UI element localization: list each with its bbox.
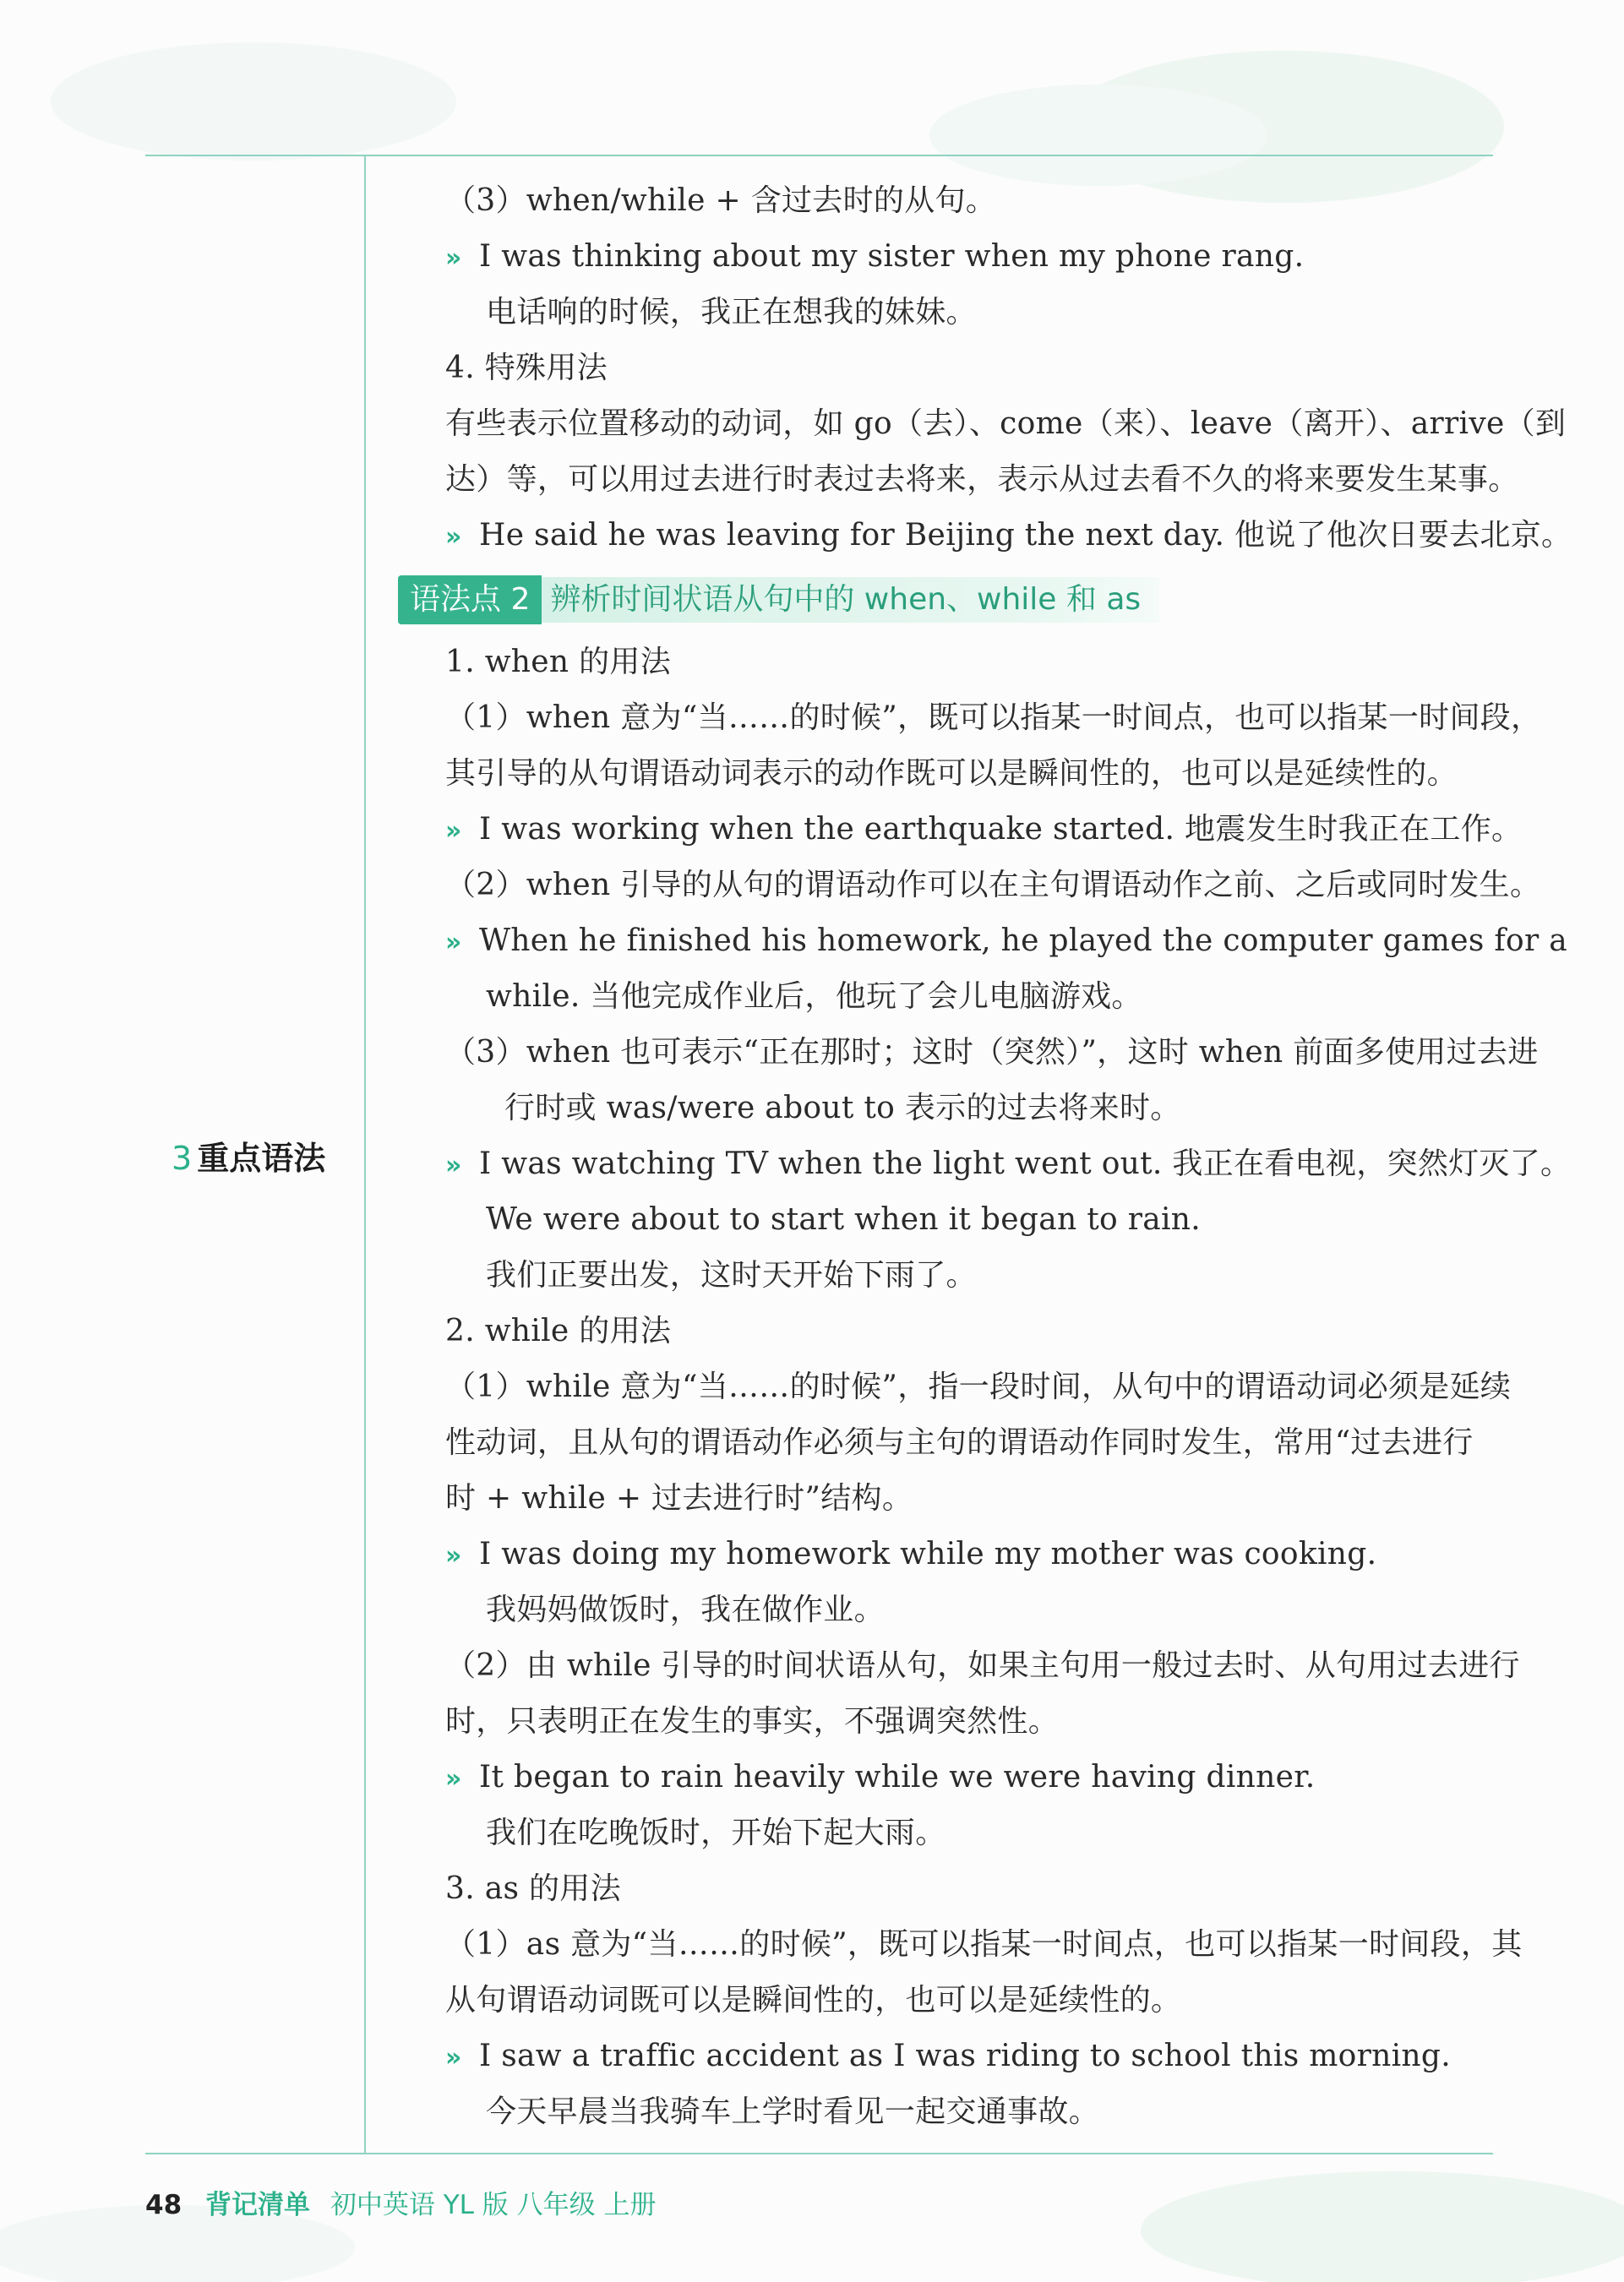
example-text: It began to rain heavily while we were having dinner. xyxy=(479,1760,1316,1795)
example-sentence xyxy=(445,1750,1497,1805)
example-text: When he finished his homework, he played the computer games for a xyxy=(479,923,1567,958)
example-marker-icon: » xyxy=(445,816,462,846)
example-translation: 我们正要出发，这时天开始下雨了。 xyxy=(486,1258,977,1293)
example-marker-icon: » xyxy=(445,2043,462,2072)
text-line: 4. 特殊用法 xyxy=(445,351,608,385)
text-line: 3. as 的用法 xyxy=(445,1871,621,1906)
example-translation: 我们在吃晚饭时，开始下起大雨。 xyxy=(486,1816,946,1850)
example-marker-icon: » xyxy=(445,1764,462,1794)
section-title: 重点语法 xyxy=(197,1140,326,1177)
example-text: I was doing my homework while my mother was cooking. xyxy=(479,1537,1377,1571)
example-sentence xyxy=(445,229,1497,285)
section-heading xyxy=(172,1132,325,1179)
text-line: （1）when 意为“当……的时候”，既可以指某一时间点，也可以指某一时间段， xyxy=(445,700,1542,735)
example-translation: 今天早晨当我骑车上学时看见一起交通事故。 xyxy=(486,2094,1100,2129)
text-line: 其引导的从句谓语动词表示的动作既可以是瞬间性的，也可以是延续性的。 xyxy=(445,756,1458,791)
text-line: 2. while 的用法 xyxy=(445,1314,672,1348)
footer-brand: 背记清单 xyxy=(205,2190,310,2220)
text-line: （3）when/while + 含过去时的从句。 xyxy=(445,183,997,218)
example-translation: We were about to start when it began to rain. xyxy=(486,1202,1202,1237)
example-translation: 我妈妈做饭时，我在做作业。 xyxy=(486,1593,885,1627)
footer-subtitle: 初中英语 YL 版 八年级 上册 xyxy=(330,2190,657,2220)
header-rule xyxy=(145,155,1493,156)
footer-rule xyxy=(145,2153,1493,2154)
content-top xyxy=(445,173,1572,564)
example-text: I was thinking about my sister when my phone rang. xyxy=(479,239,1305,274)
example-sentence xyxy=(445,1527,1497,1582)
example-sentence xyxy=(445,802,1523,858)
text-line: （1）while 意为“当……的时候”，指一段时间，从句中的谓语动词必须是延续 xyxy=(445,1370,1512,1404)
example-sentence xyxy=(445,508,1572,564)
example-translation: 电话响的时候，我正在想我的妹妹。 xyxy=(486,295,977,330)
text-line: （2）when 引导的从句的谓语动作可以在主句谓语动作之前、之后或同时发生。 xyxy=(445,868,1541,902)
column-divider xyxy=(364,156,366,2153)
content-bottom xyxy=(445,634,1572,2140)
example-marker-icon: » xyxy=(445,1541,462,1571)
example-text: He said he was leaving for Beijing the next day. 他说了他次日要去北京。 xyxy=(479,518,1572,553)
text-line: 有些表示位置移动的动词，如 go（去）、come（来）、leave（离开）、arrive（到 xyxy=(445,406,1567,441)
example-marker-icon: » xyxy=(445,243,462,273)
text-line: （1）as 意为“当……的时候”，既可以指某一时间点，也可以指某一时间段，其 xyxy=(445,1927,1523,1962)
grammar-point-label: 语法点 2 xyxy=(398,575,542,624)
example-text: I saw a traffic accident as I was riding to school this morning. xyxy=(479,2039,1451,2073)
example-text: I was working when the earthquake started. 地震发生时我正在工作。 xyxy=(479,812,1523,847)
text-line: 从句谓语动词既可以是瞬间性的，也可以是延续性的。 xyxy=(445,1983,1182,2018)
text-line: 性动词，且从句的谓语动作必须与主句的谓语动作同时发生，常用“过去进行 xyxy=(445,1425,1474,1460)
example-sentence xyxy=(445,1136,1572,1192)
section-number: 3 xyxy=(172,1140,193,1177)
example-marker-icon: » xyxy=(445,1151,462,1180)
text-line: 1. when 的用法 xyxy=(445,645,672,679)
text-line: 行时或 was/were about to 表示的过去将来时。 xyxy=(504,1091,1181,1125)
example-sentence xyxy=(445,913,1567,969)
example-text: I was watching TV when the light went out. 我正在看电视，突然灯灭了。 xyxy=(479,1146,1572,1181)
page-number: 48 xyxy=(145,2190,183,2220)
grammar-point-banner xyxy=(398,572,1497,628)
text-line: 时，只表明正在发生的事实，不强调突然性。 xyxy=(445,1704,1060,1739)
text-line: 时 + while + 过去进行时”结构。 xyxy=(445,1481,913,1516)
text-line: （3）when 也可表示“正在那时；这时（突然）”，这时 when 前面多使用过去进 xyxy=(445,1035,1539,1070)
main-content xyxy=(410,173,1572,2140)
example-sentence xyxy=(445,2029,1497,2084)
text-line: 达）等，可以用过去进行时表过去将来，表示从过去看不久的将来要发生某事。 xyxy=(445,462,1519,497)
grammar-point-title: 辨析时间状语从句中的 when、while 和 as xyxy=(542,577,1159,623)
page-footer xyxy=(145,2183,656,2221)
example-translation: while. 当他完成作业后，他玩了会儿电脑游戏。 xyxy=(486,979,1142,1014)
text-line: （2）由 while 引导的时间状语从句，如果主句用一般过去时、从句用过去进行 xyxy=(445,1648,1520,1683)
example-marker-icon: » xyxy=(445,928,462,957)
example-marker-icon: » xyxy=(445,522,462,552)
